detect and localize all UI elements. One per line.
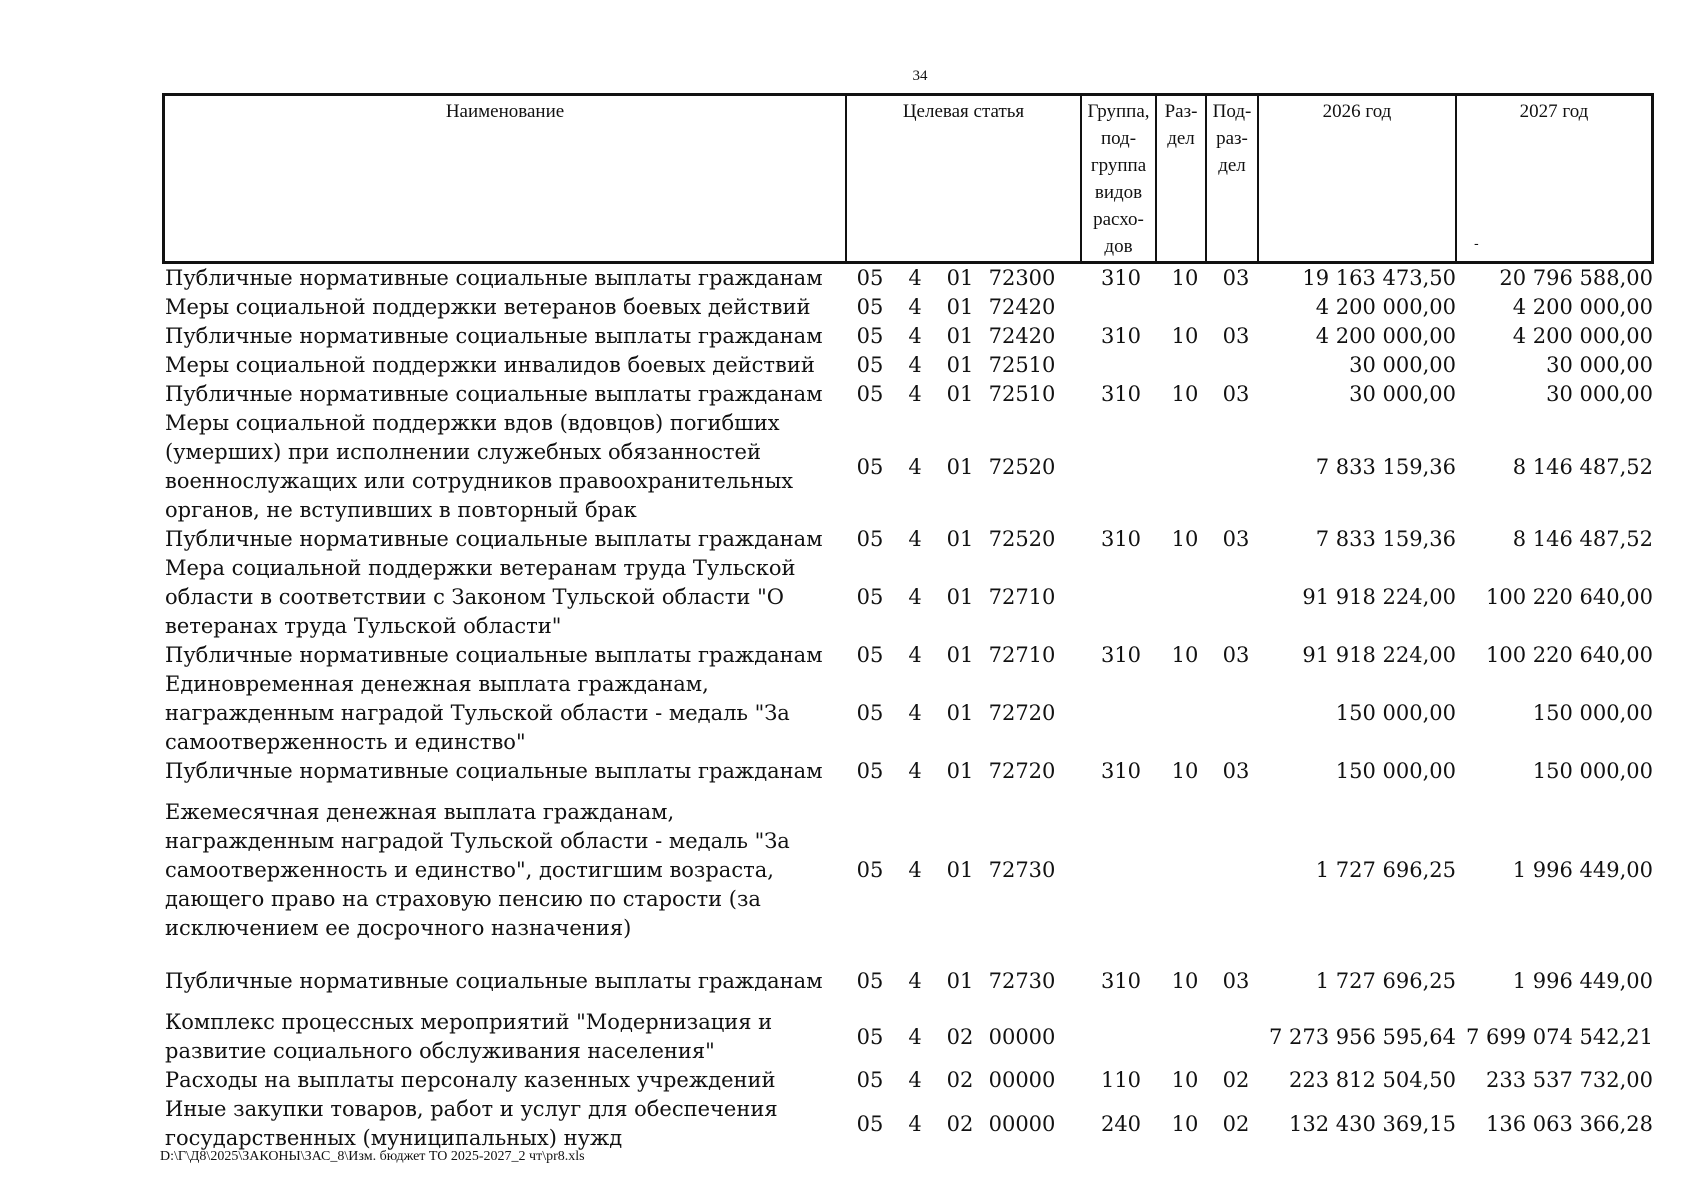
cell-c2: 4: [908, 759, 922, 783]
cell-y2026: 4 200 000,00: [1315, 295, 1456, 319]
cell-y2026: 132 430 369,15: [1289, 1111, 1456, 1136]
cell-c2: 4: [908, 858, 922, 882]
cell-c4: 72730: [988, 858, 1056, 882]
header-target: Целевая статья: [845, 96, 1080, 261]
cell-c4: 72720: [988, 759, 1056, 783]
cell-y2026: 1 727 696,25: [1315, 858, 1456, 882]
cell-subsection: [1210, 554, 1262, 641]
cell-y2027: 136 063 366,28: [1486, 1111, 1653, 1136]
cell-c1: 05: [856, 701, 884, 725]
header-name: Наименование: [445, 101, 565, 122]
cell-c3: 01: [946, 266, 974, 290]
table-row: [165, 409, 1655, 525]
cell-y2026: 1 727 696,25: [1315, 969, 1456, 993]
cell-c3: 01: [946, 969, 974, 993]
cell-c1: 05: [856, 324, 884, 348]
cell-c3: 01: [946, 759, 974, 783]
cell-c2: 4: [908, 1024, 922, 1049]
cell-group: [1085, 293, 1157, 322]
row-name: Публичные нормативные социальные выплаты гражданам: [165, 643, 823, 667]
cell-c1: 05: [856, 969, 884, 993]
cell-group: 310: [1100, 969, 1142, 993]
cell-c1: 05: [856, 1111, 884, 1136]
row-name: Публичные нормативные социальные выплаты гражданам: [165, 324, 823, 348]
row-name: Публичные нормативные социальные выплаты гражданам: [165, 759, 823, 783]
row-name: Меры социальной поддержки ветеранов боевых действий: [165, 295, 811, 319]
table-row: [165, 1095, 1655, 1153]
cell-c1: 05: [856, 1068, 884, 1092]
cell-section: [1160, 409, 1210, 525]
table-row: [165, 525, 1655, 554]
cell-c1: 05: [856, 527, 884, 551]
cell-c3: 01: [946, 585, 974, 609]
cell-y2026: 150 000,00: [1335, 701, 1456, 725]
cell-c2: 4: [908, 701, 922, 725]
cell-y2027: 30 000,00: [1546, 353, 1653, 377]
cell-group: 310: [1100, 324, 1142, 348]
cell-c2: 4: [908, 324, 922, 348]
row-name: Публичные нормативные социальные выплаты гражданам: [165, 969, 823, 993]
row-name: Мера социальной поддержки ветеранам труда Тульской области в соответствии с Законом Тульской области "О ветеранах труда Тульской области": [165, 556, 796, 638]
cell-c4: 72510: [988, 382, 1056, 406]
cell-group: [1085, 670, 1157, 757]
cell-c3: 01: [946, 295, 974, 319]
cell-c3: 01: [946, 353, 974, 377]
cell-section: 10: [1171, 324, 1199, 348]
cell-y2026: 4 200 000,00: [1315, 324, 1456, 348]
cell-y2027: 4 200 000,00: [1512, 295, 1653, 319]
cell-c3: 02: [946, 1068, 974, 1092]
cell-c3: 01: [946, 701, 974, 725]
cell-y2027: 100 220 640,00: [1486, 643, 1653, 667]
row-name: Меры социальной поддержки вдов (вдовцов) погибших (умерших) при исполнении служебных обязанностей военнослужащих или сотрудников правоохранительных органов, не вступивших в повторный брак: [165, 411, 794, 522]
cell-section: 10: [1171, 1068, 1199, 1092]
cell-c2: 4: [908, 1068, 922, 1092]
cell-subsection: 02: [1222, 1111, 1250, 1136]
cell-c2: 4: [908, 527, 922, 551]
cell-y2026: 7 833 159,36: [1315, 527, 1456, 551]
cell-c1: 05: [856, 585, 884, 609]
cell-group: [1085, 786, 1157, 955]
row-name: Публичные нормативные социальные выплаты гражданам: [165, 266, 823, 290]
cell-c4: 72510: [988, 353, 1056, 377]
cell-c1: 05: [856, 858, 884, 882]
cell-subsection: 03: [1222, 969, 1250, 993]
header-year-2026: 2026 год: [1257, 96, 1455, 261]
cell-c1: 05: [856, 454, 884, 479]
cell-y2027: 7 699 074 542,21: [1465, 1024, 1653, 1049]
table-row: [165, 322, 1655, 351]
cell-c3: 01: [946, 527, 974, 551]
row-name: Комплекс процессных мероприятий "Модернизация и развитие социального обслуживания населения": [165, 1010, 773, 1063]
cell-y2027: 30 000,00: [1546, 382, 1653, 406]
cell-c3: 01: [946, 454, 974, 479]
cell-group: [1085, 554, 1157, 641]
cell-group: 110: [1100, 1068, 1142, 1092]
cell-y2027: 1 996 449,00: [1512, 858, 1653, 882]
row-name: Публичные нормативные социальные выплаты гражданам: [165, 527, 823, 551]
cell-c1: 05: [856, 266, 884, 290]
cell-c1: 05: [856, 295, 884, 319]
cell-subsection: [1210, 1008, 1262, 1066]
cell-y2026: 91 918 224,00: [1302, 585, 1456, 609]
table-row: [165, 293, 1655, 322]
cell-group: 310: [1100, 527, 1142, 551]
cell-c3: 01: [946, 382, 974, 406]
cell-section: [1160, 351, 1210, 380]
cell-y2026: 150 000,00: [1335, 759, 1456, 783]
cell-c3: 01: [946, 643, 974, 667]
cell-y2027: 1 996 449,00: [1512, 969, 1653, 993]
row-name: Иные закупки товаров, работ и услуг для обеспечения государственных (муниципальных) нужд: [165, 1097, 778, 1150]
table-row: [165, 786, 1655, 955]
cell-c4: 72710: [988, 643, 1056, 667]
cell-section: 10: [1171, 759, 1199, 783]
cell-c2: 4: [908, 969, 922, 993]
cell-c2: 4: [908, 454, 922, 479]
cell-y2027: 100 220 640,00: [1486, 585, 1653, 609]
cell-c4: 72730: [988, 969, 1056, 993]
cell-subsection: [1210, 293, 1262, 322]
cell-y2027: 8 146 487,52: [1512, 454, 1653, 479]
table-row: [165, 351, 1655, 380]
cell-c2: 4: [908, 1111, 922, 1136]
cell-y2027: 233 537 732,00: [1486, 1068, 1653, 1092]
table-row: [165, 1066, 1655, 1095]
cell-section: 10: [1171, 266, 1199, 290]
cell-y2027: 4 200 000,00: [1512, 324, 1653, 348]
cell-c4: 72300: [988, 266, 1056, 290]
cell-group: 310: [1100, 382, 1142, 406]
table-row: [165, 955, 1655, 1008]
cell-y2026: 30 000,00: [1349, 353, 1456, 377]
row-name: Единовременная денежная выплата гражданам, награжденным наградой Тульской области - медаль "За самоотверженность и единство": [165, 672, 790, 754]
cell-c1: 05: [856, 759, 884, 783]
row-name: Ежемесячная денежная выплата гражданам, награжденным наградой Тульской области - медаль "За самоотверженность и единство", достигшим возраста, дающего право на страховую пенсию по старости (за исключением ее досрочного назначения): [165, 800, 790, 940]
cell-c3: 02: [946, 1111, 974, 1136]
cell-subsection: [1210, 670, 1262, 757]
row-name: Публичные нормативные социальные выплаты гражданам: [165, 382, 823, 406]
cell-section: 10: [1171, 382, 1199, 406]
cell-group: 240: [1100, 1111, 1142, 1136]
cell-c4: 00000: [988, 1024, 1056, 1049]
cell-section: 10: [1171, 527, 1199, 551]
page-number: 34: [912, 68, 928, 84]
cell-section: 10: [1171, 1111, 1199, 1136]
row-name: Расходы на выплаты персоналу казенных учреждений: [165, 1068, 776, 1092]
cell-section: [1160, 786, 1210, 955]
cell-c4: 72420: [988, 295, 1056, 319]
cell-subsection: [1210, 351, 1262, 380]
table-row: [165, 380, 1655, 409]
cell-subsection: 03: [1222, 266, 1250, 290]
cell-c4: 72420: [988, 324, 1056, 348]
cell-y2027: 150 000,00: [1532, 701, 1653, 725]
cell-subsection: 02: [1222, 1068, 1250, 1092]
cell-subsection: 03: [1222, 324, 1250, 348]
table-row: [165, 670, 1655, 757]
cell-c1: 05: [856, 382, 884, 406]
cell-c4: 72720: [988, 701, 1056, 725]
cell-subsection: [1210, 409, 1262, 525]
cell-subsection: 03: [1222, 527, 1250, 551]
cell-c2: 4: [908, 266, 922, 290]
cell-y2026: 7 273 956 595,64: [1268, 1024, 1456, 1049]
cell-c4: 72520: [988, 454, 1056, 479]
table-header: [162, 93, 1654, 264]
cell-c2: 4: [908, 295, 922, 319]
cell-c3: 01: [946, 324, 974, 348]
cell-subsection: 03: [1222, 759, 1250, 783]
table-row: [165, 1008, 1655, 1066]
cell-c1: 05: [856, 643, 884, 667]
header-year-2027: 2027 год: [1455, 96, 1651, 261]
cell-c1: 05: [856, 353, 884, 377]
cell-section: 10: [1171, 643, 1199, 667]
cell-y2026: 223 812 504,50: [1289, 1068, 1456, 1092]
cell-c3: 01: [946, 858, 974, 882]
cell-y2027: 20 796 588,00: [1499, 266, 1653, 290]
header-section: Раз- дел: [1155, 96, 1205, 261]
cell-c2: 4: [908, 643, 922, 667]
header-subsection: Под- раз- дел: [1205, 96, 1257, 261]
cell-c2: 4: [908, 585, 922, 609]
cell-section: [1160, 554, 1210, 641]
cell-y2026: 19 163 473,50: [1302, 266, 1456, 290]
cell-c4: 00000: [988, 1111, 1056, 1136]
file-path-footer: D:\Г\Д8\2025\ЗАКОНЫ\ЗАС_8\Изм. бюджет ТО 2025-2027_2 чт\pr8.xls: [160, 1149, 585, 1164]
cell-c4: 72520: [988, 527, 1056, 551]
cell-y2027: 8 146 487,52: [1512, 527, 1653, 551]
header-group: Группа, под- группа видов расхо- дов: [1080, 96, 1155, 261]
cell-section: [1160, 293, 1210, 322]
table-row: [165, 264, 1655, 293]
cell-c1: 05: [856, 1024, 884, 1049]
table-row: [165, 554, 1655, 641]
cell-section: [1160, 670, 1210, 757]
cell-c4: 00000: [988, 1068, 1056, 1092]
cell-group: [1085, 351, 1157, 380]
header-tick-mark: -: [1474, 236, 1479, 252]
table-body: [165, 264, 1655, 1153]
cell-section: [1160, 1008, 1210, 1066]
table-row: [165, 757, 1655, 786]
cell-subsection: 03: [1222, 643, 1250, 667]
cell-c3: 02: [946, 1024, 974, 1049]
cell-c4: 72710: [988, 585, 1056, 609]
cell-y2026: 91 918 224,00: [1302, 643, 1456, 667]
cell-y2026: 30 000,00: [1349, 382, 1456, 406]
cell-group: 310: [1100, 643, 1142, 667]
cell-c2: 4: [908, 382, 922, 406]
table-row: [165, 641, 1655, 670]
cell-group: [1085, 1008, 1157, 1066]
cell-subsection: [1210, 786, 1262, 955]
cell-subsection: 03: [1222, 382, 1250, 406]
cell-section: 10: [1171, 969, 1199, 993]
cell-group: [1085, 409, 1157, 525]
cell-c2: 4: [908, 353, 922, 377]
row-name: Меры социальной поддержки инвалидов боевых действий: [165, 353, 815, 377]
cell-y2027: 150 000,00: [1532, 759, 1653, 783]
cell-y2026: 7 833 159,36: [1315, 454, 1456, 479]
cell-group: 310: [1100, 759, 1142, 783]
cell-group: 310: [1100, 266, 1142, 290]
